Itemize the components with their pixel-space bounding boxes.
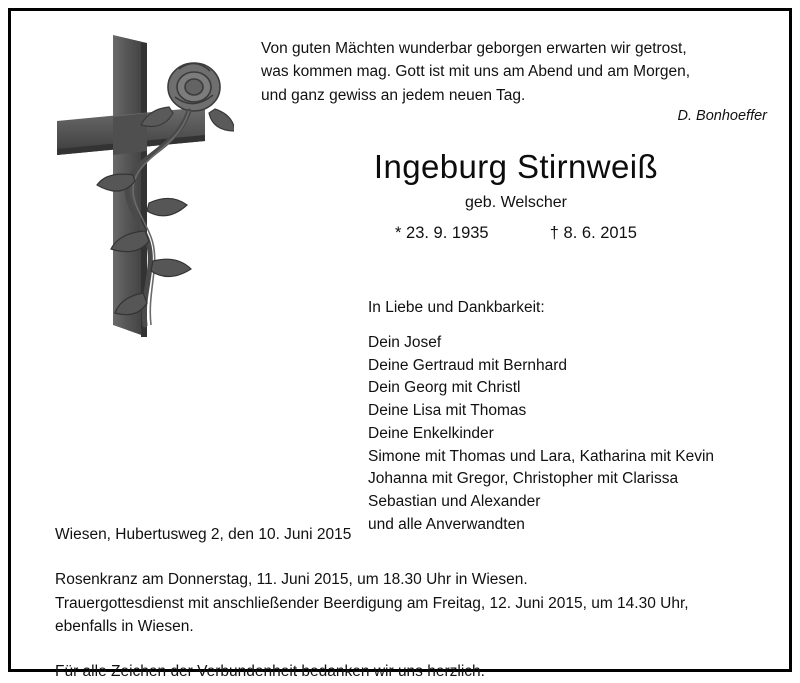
- mourner-line: Dein Georg mit Christl: [368, 379, 521, 397]
- life-dates: [246, 224, 786, 243]
- mourners-block: [368, 297, 714, 537]
- maiden-name: geb. Welscher: [465, 193, 567, 211]
- thanks-line: Für alle Zeichen der Verbundenheit bedanken wir uns herzlich.: [55, 663, 485, 680]
- verse-line: Von guten Mächten wunderbar geborgen erwarten wir getrost,: [261, 40, 687, 57]
- mourner-line: Johanna mit Gregor, Christopher mit Clarissa: [368, 470, 679, 488]
- service-line: Rosenkranz am Donnerstag, 11. Juni 2015, um 18.30 Uhr in Wiesen.: [55, 571, 528, 589]
- mourner-line: Sebastian und Alexander: [368, 493, 541, 511]
- mourner-line: Simone mit Thomas und Lara, Katharina mit Kevin: [368, 447, 715, 465]
- place-and-date: Wiesen, Hubertusweg 2, den 10. Juni 2015: [55, 526, 352, 543]
- verse-author: D. Bonhoeffer: [677, 107, 767, 124]
- mourner-line: und alle Anverwandten: [368, 516, 525, 534]
- service-line: ebenfalls in Wiesen.: [55, 617, 194, 635]
- mourner-line: Deine Enkelkinder: [368, 424, 494, 442]
- deceased-block: [246, 149, 786, 243]
- verse-line: und ganz gewiss an jedem neuen Tag.: [261, 86, 526, 104]
- deceased-name: Ingeburg Stirnweiß: [373, 148, 659, 185]
- service-details: [55, 568, 759, 638]
- notice-border: [8, 8, 792, 680]
- service-line: Trauergottesdienst mit anschließender Beerdigung am Freitag, 12. Juni 2015, um 14.30 Uhr,: [55, 594, 689, 612]
- verse-line: was kommen mag. Gott ist mit uns am Abend und am Morgen,: [261, 63, 691, 81]
- mourner-line: Deine Lisa mit Thomas: [368, 402, 527, 420]
- mourners-intro: In Liebe und Dankbarkeit:: [368, 299, 545, 316]
- footer-block: [55, 523, 759, 683]
- cross-with-rose-icon: [29, 25, 234, 345]
- memorial-verse: [261, 37, 773, 128]
- birth-date: * 23. 9. 1935: [395, 223, 489, 242]
- death-date: † 8. 6. 2015: [549, 223, 637, 242]
- mourner-line: Deine Gertraud mit Bernhard: [368, 356, 568, 374]
- mourner-line: Dein Josef: [368, 333, 442, 351]
